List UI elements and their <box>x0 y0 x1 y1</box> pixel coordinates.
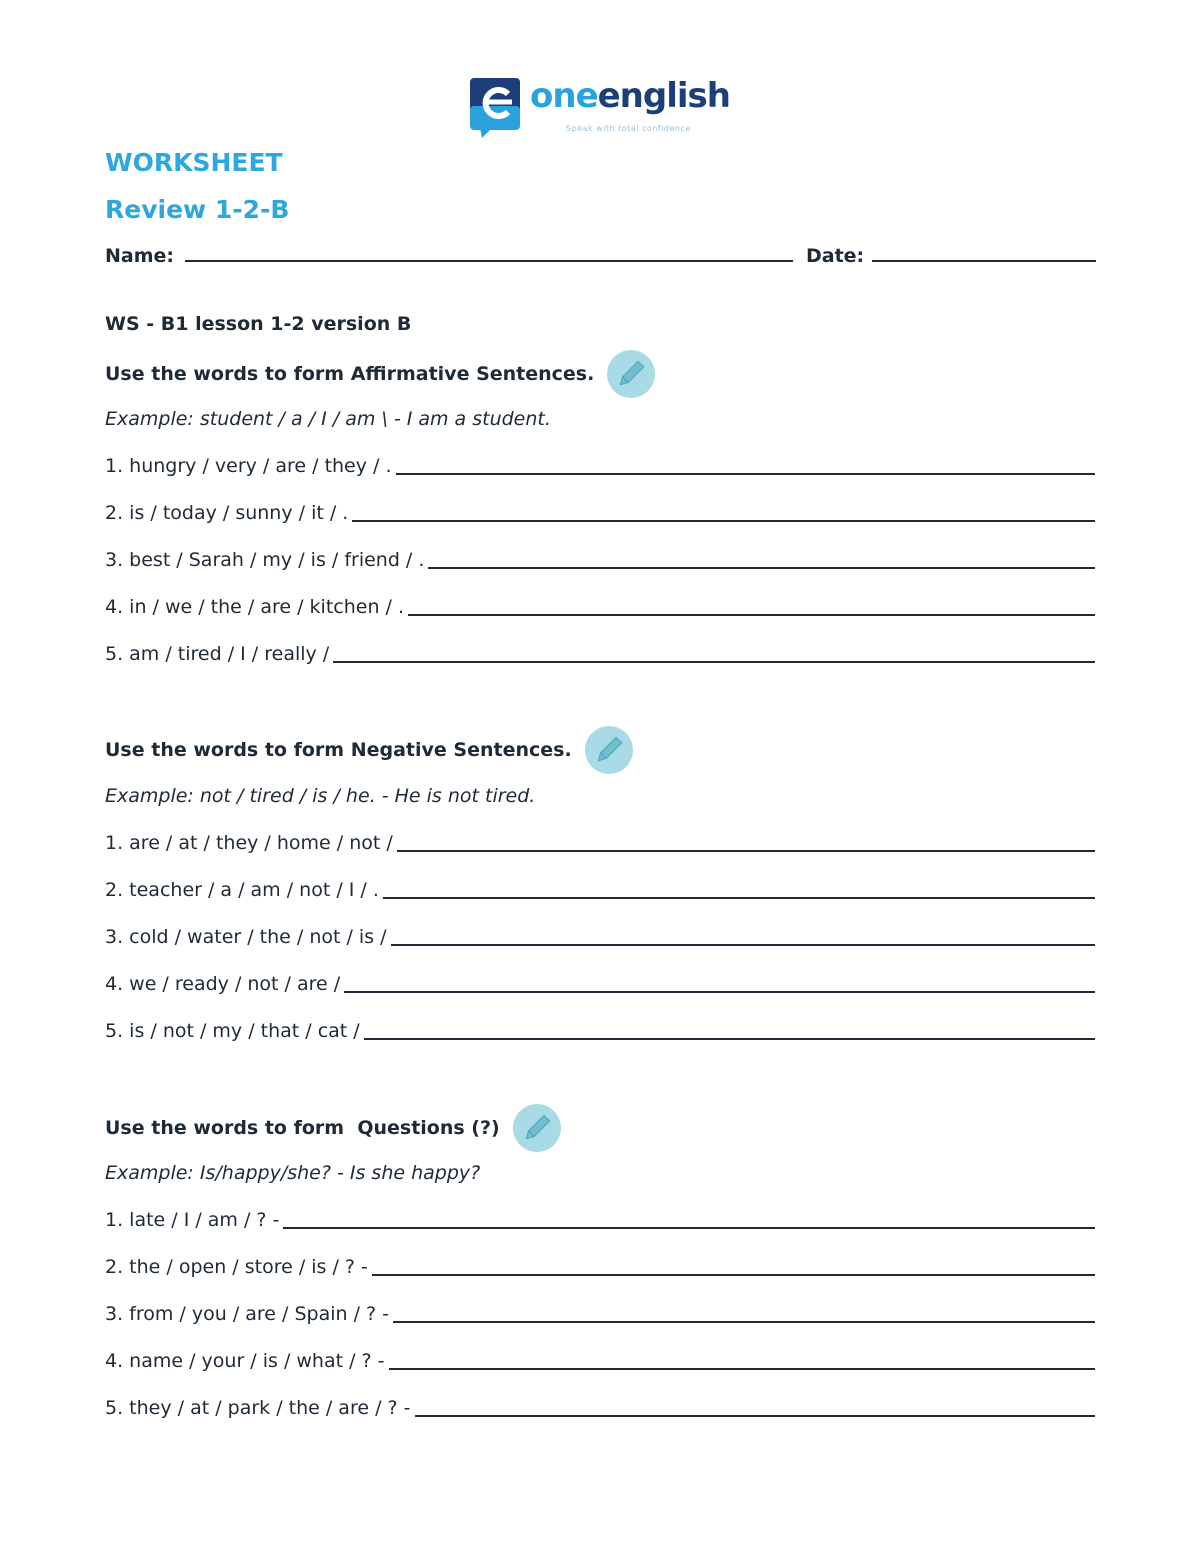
exercise-item <box>105 1251 1095 1279</box>
item-prompt: 5. they / at / park / the / are / ? - <box>105 1397 411 1419</box>
logo-tagline: Speak with total confidence <box>566 124 691 133</box>
answer-line[interactable] <box>372 1274 1095 1276</box>
worksheet-title: WORKSHEET <box>105 148 283 177</box>
exercise-item <box>105 1345 1095 1373</box>
section-heading-affirmative <box>105 350 656 398</box>
answer-line[interactable] <box>391 944 1095 946</box>
name-date-row <box>105 244 1097 270</box>
exercise-item <box>105 1298 1095 1326</box>
answer-line[interactable] <box>344 991 1095 993</box>
section-heading-text: Use the words to form Affirmative Sentences. <box>105 363 595 385</box>
answer-line[interactable] <box>408 614 1095 616</box>
exercise-item <box>105 1015 1095 1043</box>
answer-line[interactable] <box>393 1321 1095 1323</box>
item-prompt: 2. the / open / store / is / ? - <box>105 1256 368 1278</box>
name-field-line[interactable] <box>185 260 793 262</box>
name-label: Name: <box>105 245 175 267</box>
answer-line[interactable] <box>283 1227 1095 1229</box>
answer-line[interactable] <box>364 1038 1095 1040</box>
exercise-item <box>105 921 1095 949</box>
item-prompt: 3. cold / water / the / not / is / <box>105 926 387 948</box>
item-prompt: 5. is / not / my / that / cat / <box>105 1020 360 1042</box>
pencil-icon <box>584 725 634 775</box>
date-field-line[interactable] <box>872 260 1096 262</box>
item-prompt: 1. hungry / very / are / they / . <box>105 455 392 477</box>
answer-line[interactable] <box>428 567 1095 569</box>
worksheet-subtitle: Review 1-2-B <box>105 195 290 224</box>
exercise-item <box>105 968 1095 996</box>
exercise-item <box>105 497 1095 525</box>
answer-line[interactable] <box>396 473 1095 475</box>
item-prompt: 1. are / at / they / home / not / <box>105 832 393 854</box>
answer-line[interactable] <box>333 661 1095 663</box>
example-affirmative: Example: student / a / I / am \ - I am a student. <box>105 408 551 430</box>
item-prompt: 3. best / Sarah / my / is / friend / . <box>105 549 425 571</box>
exercise-item <box>105 450 1095 478</box>
answer-line[interactable] <box>415 1415 1096 1417</box>
logo-e-icon <box>468 76 524 140</box>
example-questions: Example: Is/happy/she? - Is she happy? <box>105 1162 481 1184</box>
exercise-item <box>105 591 1095 619</box>
one-english-logo <box>468 74 738 144</box>
example-negative: Example: not / tired / is / he. - He is not tired. <box>105 785 536 807</box>
answer-line[interactable] <box>389 1368 1095 1370</box>
section-heading-questions <box>105 1104 562 1152</box>
item-prompt: 4. we / ready / not / are / <box>105 973 341 995</box>
answer-line[interactable] <box>383 897 1095 899</box>
exercise-item <box>105 1392 1095 1420</box>
item-prompt: 3. from / you / are / Spain / ? - <box>105 1303 390 1325</box>
answer-line[interactable] <box>397 850 1095 852</box>
logo-wordmark: oneenglish <box>530 76 730 116</box>
exercise-item <box>105 1204 1095 1232</box>
pencil-icon <box>606 349 656 399</box>
item-prompt: 2. is / today / sunny / it / . <box>105 502 349 524</box>
pencil-icon <box>512 1103 562 1153</box>
exercise-item <box>105 638 1095 666</box>
item-prompt: 4. name / your / is / what / ? - <box>105 1350 385 1372</box>
item-prompt: 5. am / tired / I / really / <box>105 643 330 665</box>
ws-label: WS - B1 lesson 1-2 version B <box>105 313 412 335</box>
section-heading-negative <box>105 726 634 774</box>
section-heading-text: Use the words to form Questions (?) <box>105 1117 500 1139</box>
item-prompt: 2. teacher / a / am / not / I / . <box>105 879 379 901</box>
section-heading-text: Use the words to form Negative Sentences. <box>105 739 572 761</box>
answer-line[interactable] <box>352 520 1095 522</box>
exercise-item <box>105 544 1095 572</box>
date-label: Date: <box>806 245 865 267</box>
exercise-item <box>105 874 1095 902</box>
item-prompt: 1. late / I / am / ? - <box>105 1209 280 1231</box>
exercise-item <box>105 827 1095 855</box>
item-prompt: 4. in / we / the / are / kitchen / . <box>105 596 405 618</box>
